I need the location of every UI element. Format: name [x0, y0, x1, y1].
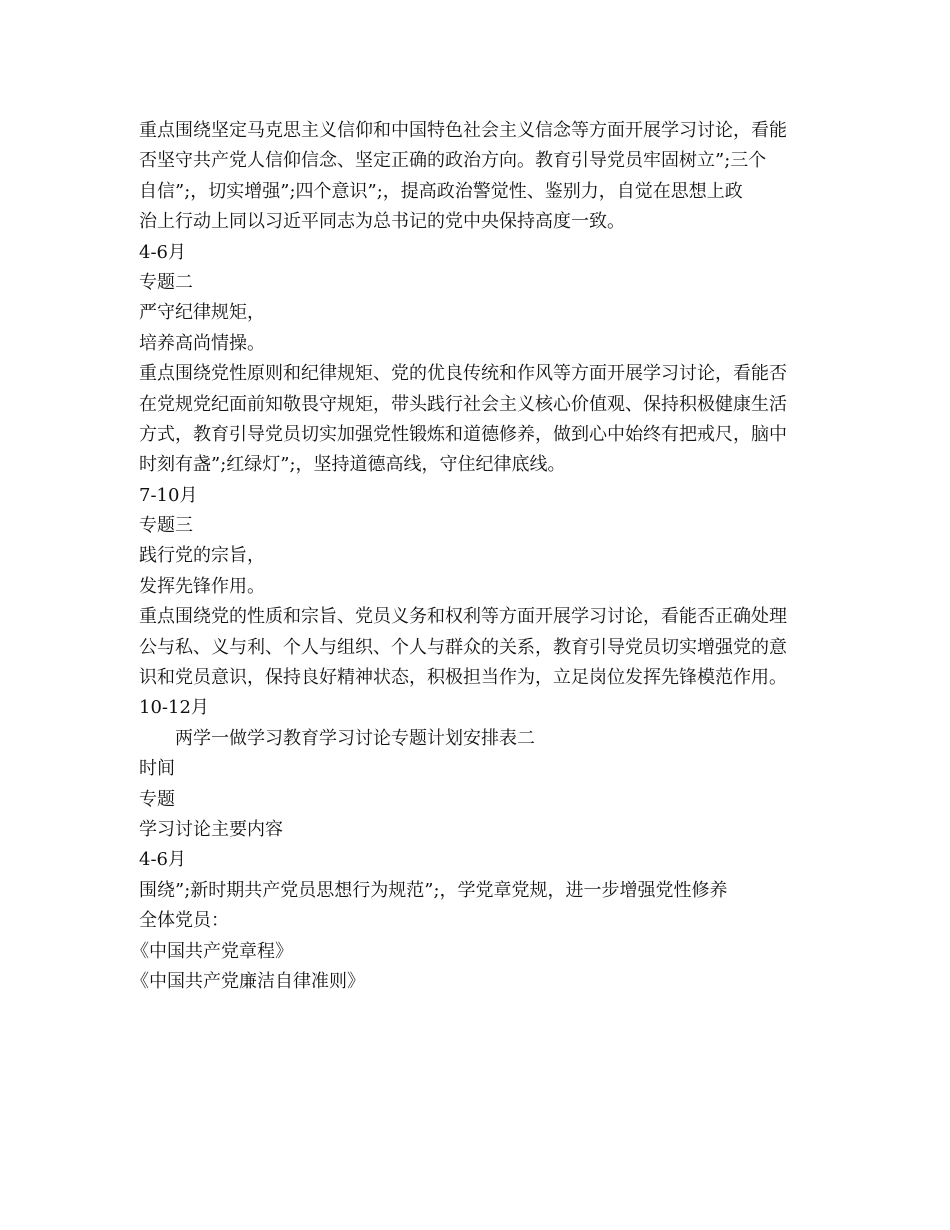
- section1-time: 4-6月: [139, 241, 186, 263]
- body-line: 识和党员意识，保持良好精神状态，积极担当作为，立足岗位发挥先锋模范作用。: [139, 667, 787, 689]
- section3-topic: 专题三: [139, 515, 193, 537]
- table2-header-topic: 专题: [139, 788, 175, 810]
- section3-heading-line: 发挥先锋作用。: [139, 575, 265, 597]
- section2-time: 7-10月: [139, 484, 198, 506]
- section2-topic: 专题二: [139, 271, 193, 293]
- section1-body: [139, 116, 819, 238]
- body-line: 自信”;，切实增强”;四个意识”;，提高政治警觉性、鉴别力，自觉在思想上政: [139, 180, 743, 202]
- body-line: 公与私、义与利、个人与组织、个人与群众的关系，教育引导党员切实增强党的意: [139, 636, 787, 658]
- table2-audience: 全体党员：: [139, 910, 229, 932]
- body-line: 重点围绕党性原则和纪律规矩、党的优良传统和作风等方面开展学习讨论，看能否: [139, 363, 787, 385]
- section2-heading-line: 培养高尚情操。: [139, 332, 265, 354]
- body-line: 时刻有盏”;红绿灯”;，坚持道德高线，守住纪律底线。: [139, 454, 566, 476]
- section2-body: [139, 359, 819, 481]
- document-page: [131, 116, 819, 997]
- section2-heading-line: 严守纪律规矩，: [139, 302, 265, 324]
- body-line: 治上行动上同以习近平同志为总书记的党中央保持高度一致。: [139, 211, 625, 233]
- section3-body: [139, 602, 819, 693]
- table2-book: 《中国共产党廉洁自律准则》: [131, 970, 365, 992]
- body-line: 在党规党纪面前知敬畏守规矩，带头践行社会主义核心价值观、保持积极健康生活: [139, 393, 787, 415]
- body-line: 否坚守共产党人信仰信念、坚定正确的政治方向。教育引导党员牢固树立”;三个: [139, 150, 767, 172]
- table2-row-topic: 围绕”;新时期共产党员思想行为规范”;，学党章党规，进一步增强党性修养: [139, 879, 728, 901]
- table2-header-content: 学习讨论主要内容: [139, 818, 283, 840]
- table2-header-time: 时间: [139, 758, 175, 780]
- body-line: 重点围绕党的性质和宗旨、党员义务和权利等方面开展学习讨论，看能否正确处理: [139, 606, 787, 628]
- body-line: 方式，教育引导党员切实加强党性锻炼和道德修养，做到心中始终有把戒尺，脑中: [139, 423, 787, 445]
- table2-row-time: 4-6月: [139, 849, 186, 871]
- section3-time: 10-12月: [139, 697, 209, 719]
- table2-book: 《中国共产党章程》: [131, 940, 293, 962]
- table2-title: 两学一做学习教育学习讨论专题计划安排表二: [175, 727, 535, 749]
- body-line: 重点围绕坚定马克思主义信仰和中国特色社会主义信念等方面开展学习讨论，看能: [139, 120, 787, 141]
- section3-heading-line: 践行党的宗旨，: [139, 545, 265, 567]
